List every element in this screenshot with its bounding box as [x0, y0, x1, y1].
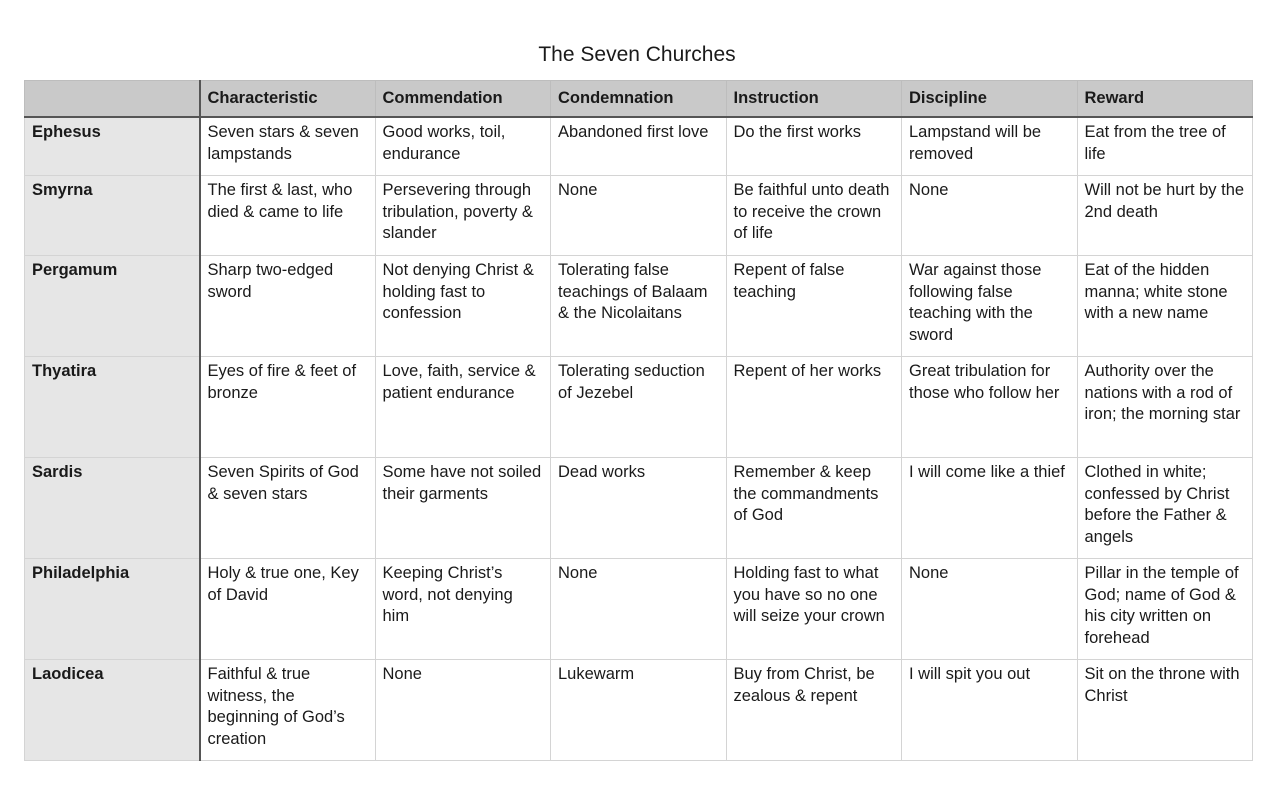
commendation-cell: Love, faith, service & patient endurance: [375, 357, 551, 458]
instruction-cell: Repent of her works: [726, 357, 902, 458]
table-row: [25, 458, 1253, 559]
discipline-cell: I will come like a thief: [902, 458, 1078, 559]
table-row: [25, 117, 1253, 176]
church-name: Ephesus: [25, 117, 200, 176]
header-corner-cell: [25, 81, 200, 118]
table-row: [25, 256, 1253, 357]
header-instruction: Instruction: [726, 81, 902, 118]
condemnation-cell: None: [551, 559, 727, 660]
church-name: Thyatira: [25, 357, 200, 458]
characteristic-cell: Holy & true one, Key of David: [200, 559, 376, 660]
condemnation-cell: None: [551, 176, 727, 256]
header-characteristic: Characteristic: [200, 81, 376, 118]
characteristic-cell: Sharp two-edged sword: [200, 256, 376, 357]
commendation-cell: Some have not soiled their garments: [375, 458, 551, 559]
header-row: [25, 81, 1253, 118]
church-name: Laodicea: [25, 660, 200, 761]
condemnation-cell: Tolerating false teachings of Balaam & the Nicolaitans: [551, 256, 727, 357]
reward-cell: Eat of the hidden manna; white stone with a new name: [1077, 256, 1253, 357]
instruction-cell: Buy from Christ, be zealous & repent: [726, 660, 902, 761]
church-name: Philadelphia: [25, 559, 200, 660]
commendation-cell: Keeping Christ’s word, not denying him: [375, 559, 551, 660]
page-title: The Seven Churches: [538, 43, 736, 66]
instruction-cell: Holding fast to what you have so no one will seize your crown: [726, 559, 902, 660]
reward-cell: Pillar in the temple of God; name of God & his city written on forehead: [1077, 559, 1253, 660]
header-condemnation: Condemnation: [551, 81, 727, 118]
condemnation-cell: Abandoned first love: [551, 117, 727, 176]
discipline-cell: I will spit you out: [902, 660, 1078, 761]
table-row: [25, 660, 1253, 761]
table-row: [25, 176, 1253, 256]
header-commendation: Commendation: [375, 81, 551, 118]
reward-cell: Will not be hurt by the 2nd death: [1077, 176, 1253, 256]
commendation-cell: None: [375, 660, 551, 761]
table-row: [25, 559, 1253, 660]
church-name: Smyrna: [25, 176, 200, 256]
commendation-cell: Good works, toil, endurance: [375, 117, 551, 176]
churches-table: [24, 80, 1253, 761]
instruction-cell: Be faithful unto death to receive the crown of life: [726, 176, 902, 256]
discipline-cell: Lampstand will be removed: [902, 117, 1078, 176]
instruction-cell: Do the first works: [726, 117, 902, 176]
condemnation-cell: Tolerating seduction of Jezebel: [551, 357, 727, 458]
condemnation-cell: Dead works: [551, 458, 727, 559]
reward-cell: Eat from the tree of life: [1077, 117, 1253, 176]
instruction-cell: Remember & keep the commandments of God: [726, 458, 902, 559]
characteristic-cell: The first & last, who died & came to life: [200, 176, 376, 256]
reward-cell: Authority over the nations with a rod of iron; the morning star: [1077, 357, 1253, 458]
instruction-cell: Repent of false teaching: [726, 256, 902, 357]
table-row: [25, 357, 1253, 458]
header-reward: Reward: [1077, 81, 1253, 118]
commendation-cell: Not denying Christ & holding fast to confession: [375, 256, 551, 357]
discipline-cell: War against those following false teaching with the sword: [902, 256, 1078, 357]
characteristic-cell: Seven stars & seven lampstands: [200, 117, 376, 176]
reward-cell: Clothed in white; confessed by Christ before the Father & angels: [1077, 458, 1253, 559]
discipline-cell: Great tribulation for those who follow her: [902, 357, 1078, 458]
header-discipline: Discipline: [902, 81, 1078, 118]
reward-cell: Sit on the throne with Christ: [1077, 660, 1253, 761]
characteristic-cell: Faithful & true witness, the beginning of God’s creation: [200, 660, 376, 761]
church-name: Pergamum: [25, 256, 200, 357]
commendation-cell: Persevering through tribulation, poverty & slander: [375, 176, 551, 256]
church-name: Sardis: [25, 458, 200, 559]
characteristic-cell: Eyes of fire & feet of bronze: [200, 357, 376, 458]
discipline-cell: None: [902, 559, 1078, 660]
characteristic-cell: Seven Spirits of God & seven stars: [200, 458, 376, 559]
discipline-cell: None: [902, 176, 1078, 256]
condemnation-cell: Lukewarm: [551, 660, 727, 761]
